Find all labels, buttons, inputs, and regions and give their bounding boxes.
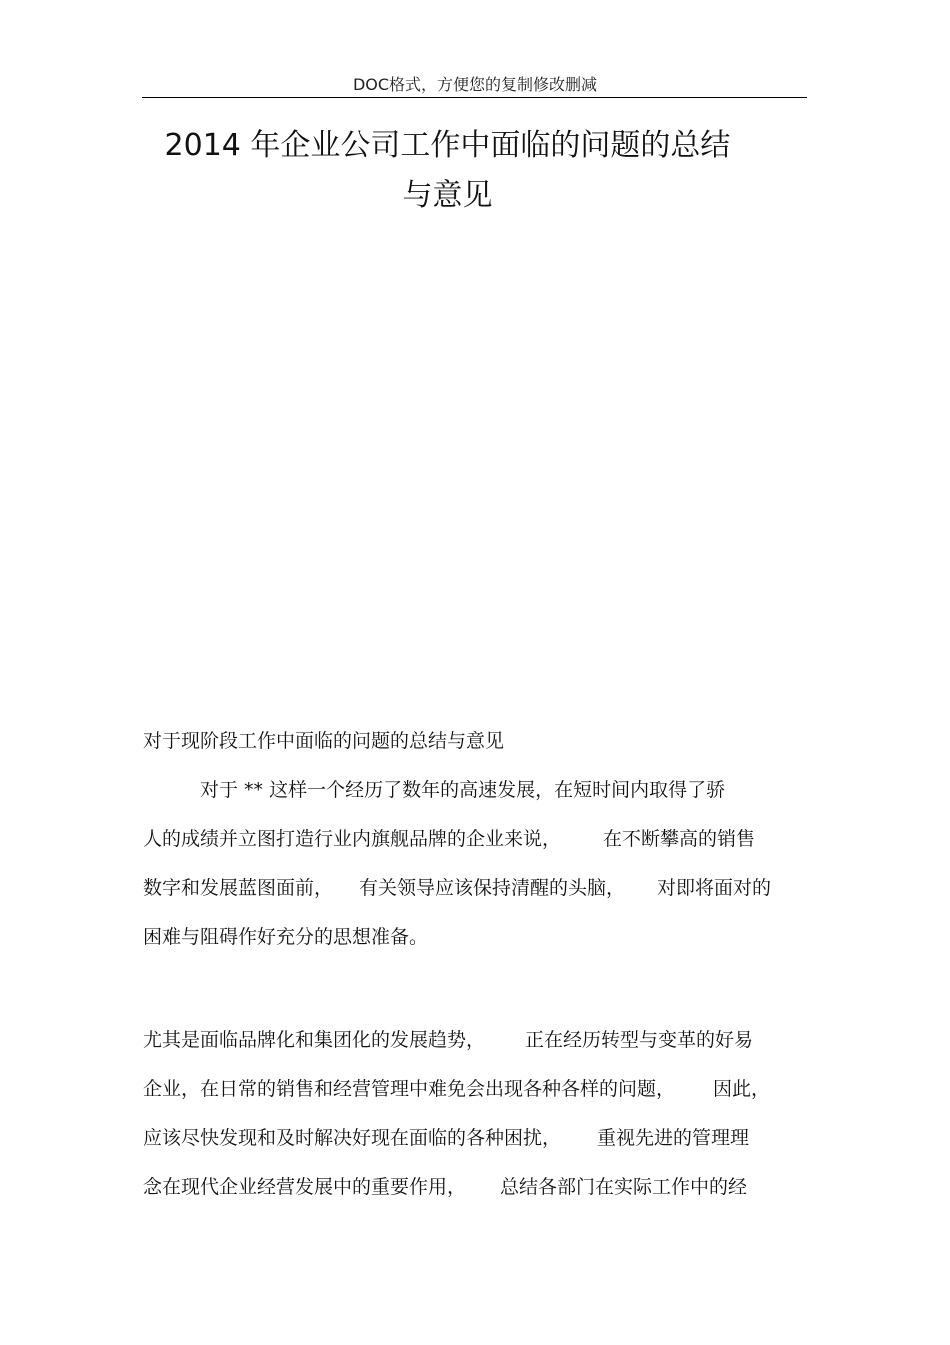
text-segment: 有关领导应该保持清醒的头脑， xyxy=(359,877,626,899)
paragraph-1-line-4: 困难与阻碍作好充分的思想准备。 xyxy=(143,926,429,948)
document-title xyxy=(140,121,755,221)
text-segment: 对即将面对的 xyxy=(657,877,772,899)
paragraph-2-line-3 xyxy=(143,1114,803,1163)
text-segment: 尤其是面临品牌化和集团化的发展趋势， xyxy=(143,1029,486,1051)
title-line-2: 与意见 xyxy=(402,178,493,213)
text-segment: 重视先进的管理理 xyxy=(597,1127,750,1149)
title-line-1: 2014 年企业公司工作中面临的问题的总结 xyxy=(164,128,731,163)
paragraph-2-line-1 xyxy=(143,1016,803,1065)
paragraph-1 xyxy=(143,766,803,962)
paragraph-1-line-1: 对于 ** 这样一个经历了数年的高速发展，在短时间内取得了骄 xyxy=(200,779,726,801)
paragraph-1-line-2 xyxy=(143,815,803,864)
paragraph-1-line-3 xyxy=(143,864,803,913)
text-segment: 在不断攀高的销售 xyxy=(603,828,756,850)
paragraph-2-line-4 xyxy=(143,1163,803,1212)
text-segment: 数字和发展蓝图面前， xyxy=(143,877,334,899)
text-segment: 应该尽快发现和及时解决好现在面临的各种困扰， xyxy=(143,1127,562,1149)
text-segment: 因此， xyxy=(713,1078,771,1100)
document-header: DOC格式，方便您的复制修改删减 xyxy=(352,75,598,94)
text-segment: 人的成绩并立图打造行业内旗舰品牌的企业来说， xyxy=(143,828,562,850)
text-segment: 总结各部门在实际工作中的经 xyxy=(500,1176,748,1198)
paragraph-2-line-2 xyxy=(143,1065,803,1114)
text-segment: 正在经历转型与变革的好易 xyxy=(525,1029,754,1051)
text-segment: 念在现代企业经营发展中的重要作用， xyxy=(143,1176,467,1198)
paragraph-2 xyxy=(143,1016,803,1212)
text-segment: 企业，在日常的销售和经营管理中难免会出现各种各样的问题， xyxy=(143,1078,676,1100)
header-divider xyxy=(142,97,807,98)
section-heading: 对于现阶段工作中面临的问题的总结与意见 xyxy=(143,730,505,752)
